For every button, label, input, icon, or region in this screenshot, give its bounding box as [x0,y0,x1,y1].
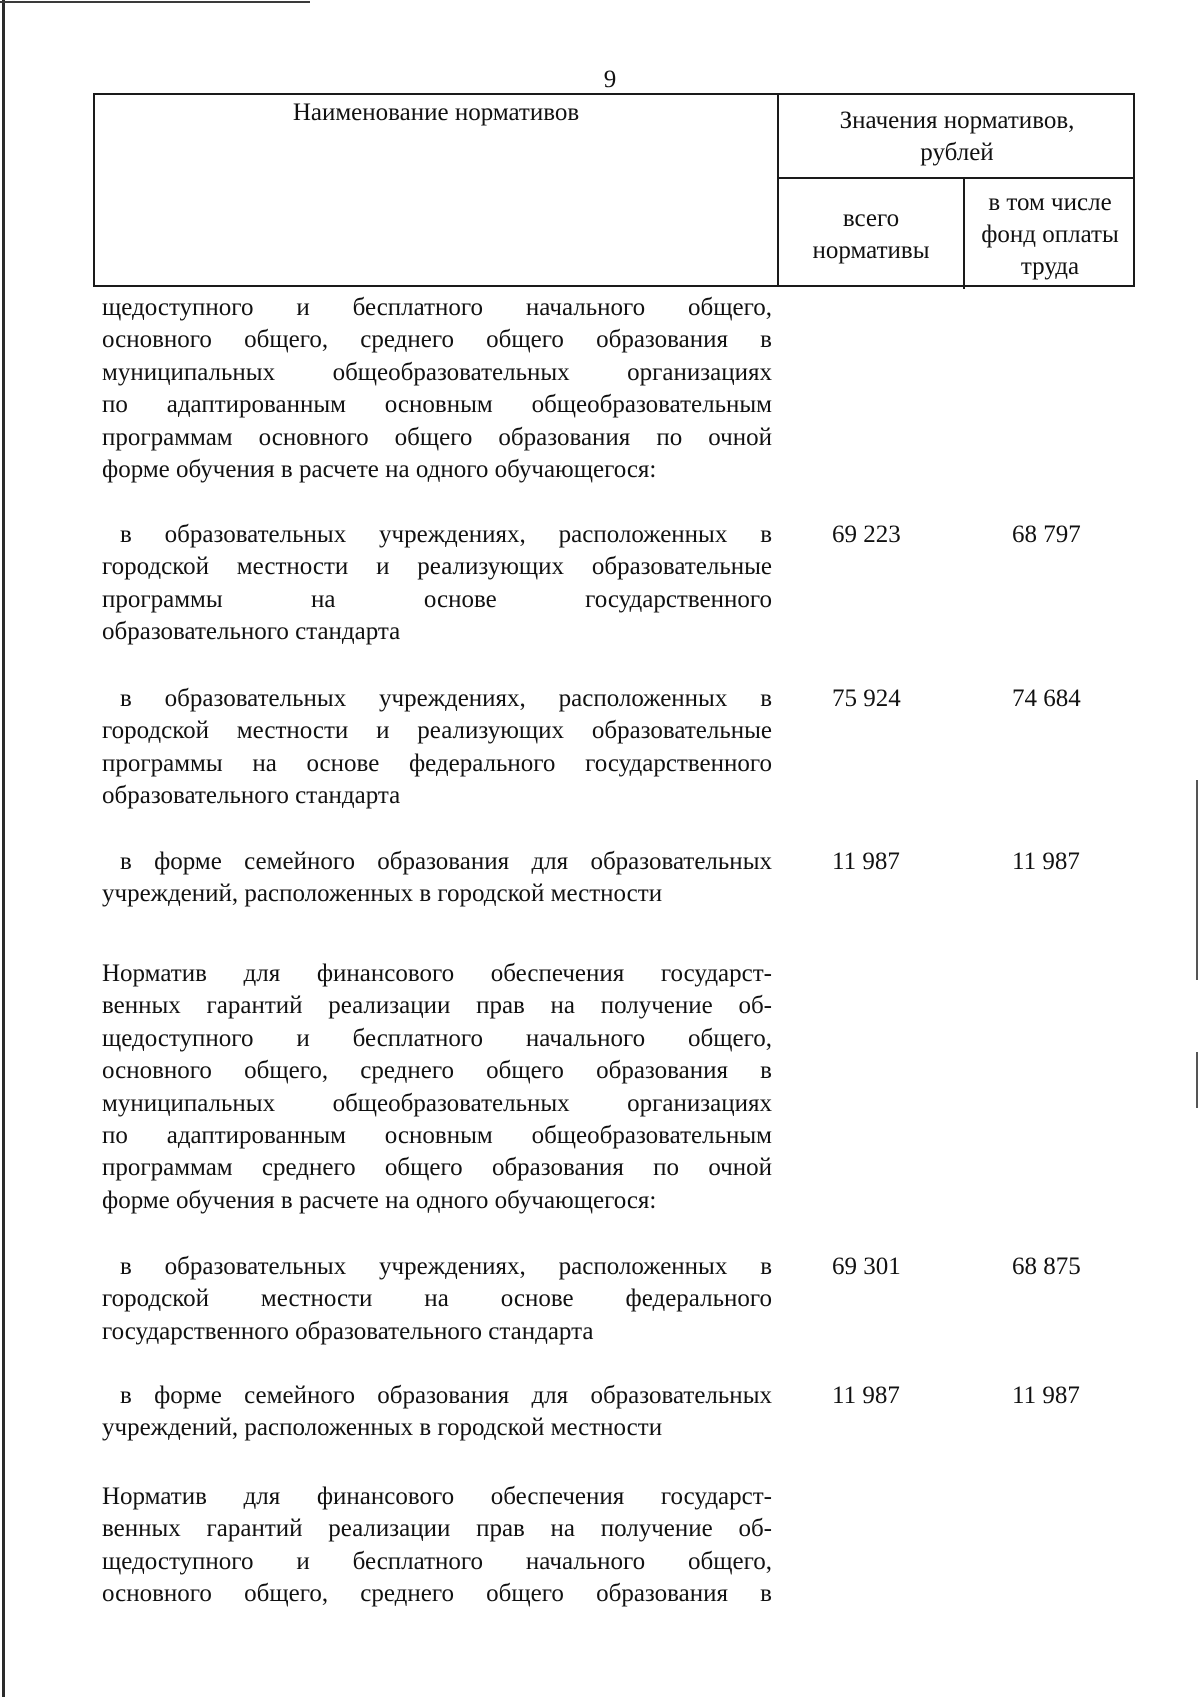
text-line: щедоступного и бесплатного начального общего, [102,294,772,321]
value-total: 69 301 [832,1253,901,1280]
text-line: программы на основе федерального государственного [102,749,772,777]
header-fund-label: фонд оплаты [981,221,1119,248]
scan-border-left [2,0,5,1697]
text-line: по адаптированным основным общеобразовательным [102,391,772,419]
table-row [102,1251,772,1348]
table-row [102,1380,772,1445]
table-row [102,683,772,813]
text-line: учреждений, расположенных в городской местности [102,1414,663,1442]
header-fund-label: труда [1020,253,1080,280]
text-line: программы на основе государственного [102,585,772,613]
table-row [102,846,772,911]
scan-mark-right [1196,1052,1198,1108]
text-line: программам основного общего образования по очной [102,423,772,451]
header-total-label: всего [842,205,900,232]
header-name-column [95,97,777,129]
value-wage-fund: 11 987 [1012,1382,1080,1409]
header-fund-column [965,187,1135,283]
text-line: образовательного стандарта [102,782,401,810]
header-name-label: Наименование нормативов [292,99,580,126]
section-heading [102,1481,772,1611]
table-header [93,93,1135,287]
value-wage-fund: 74 684 [1012,685,1081,712]
text-line: городской местности на основе федерального [102,1285,772,1313]
header-fund-label: в том числе [988,189,1112,216]
section-heading [102,958,772,1217]
text-line: образовательного стандарта [102,618,401,646]
text-line: муниципальных общеобразовательных организациях [102,358,772,386]
text-line: венных гарантий реализации прав на получение об- [102,1515,772,1543]
header-values-unit: рублей [920,139,994,166]
value-total: 75 924 [832,685,901,712]
text-line: в образовательных учреждениях, расположенных в [120,685,772,712]
text-line: учреждений, расположенных в городской местности [102,880,663,908]
header-values-label: Значения нормативов, [839,107,1075,134]
header-divider [777,177,1135,179]
text-line: Норматив для финансового обеспечения государст- [102,1483,772,1510]
text-line: в форме семейного образования для образовательных [120,1382,772,1409]
text-line: щедоступного и бесплатного начального общего, [102,1024,772,1052]
text-line: Норматив для финансового обеспечения государст- [102,960,772,987]
text-line: форме обучения в расчете на одного обучающегося: [102,1186,657,1214]
text-line: в образовательных учреждениях, расположенных в [120,1253,772,1280]
scan-border-top [0,1,310,3]
value-total: 11 987 [832,1382,900,1409]
text-line: основного общего, среднего общего образования в [102,1580,772,1608]
header-values-column [779,105,1135,169]
text-line: щедоступного и бесплатного начального общего, [102,1547,772,1575]
text-line: программам среднего общего образования по очной [102,1154,772,1182]
value-total: 69 223 [832,521,901,548]
value-wage-fund: 68 875 [1012,1253,1081,1280]
value-wage-fund: 68 797 [1012,521,1081,548]
text-line: основного общего, среднего общего образования в [102,326,772,354]
text-line: форме обучения в расчете на одного обучающегося: [102,456,657,484]
scan-mark-right [1196,780,1198,980]
text-line: городской местности и реализующих образовательные [102,553,772,581]
value-total: 11 987 [832,848,900,875]
text-line: в образовательных учреждениях, расположенных в [120,521,772,548]
page-number: 9 [603,66,617,93]
text-line: городской местности и реализующих образовательные [102,717,772,745]
text-line: венных гарантий реализации прав на получение об- [102,992,772,1020]
text-line: по адаптированным основным общеобразовательным [102,1122,772,1150]
text-line: государственного образовательного стандарта [102,1317,594,1345]
text-line: основного общего, среднего общего образования в [102,1057,772,1085]
text-line: в форме семейного образования для образовательных [120,848,772,875]
header-total-label: нормативы [812,237,930,264]
header-total-column [779,203,963,267]
section-continuation [102,292,772,486]
value-wage-fund: 11 987 [1012,848,1080,875]
table-row [102,519,772,649]
text-line: муниципальных общеобразовательных организациях [102,1089,772,1117]
